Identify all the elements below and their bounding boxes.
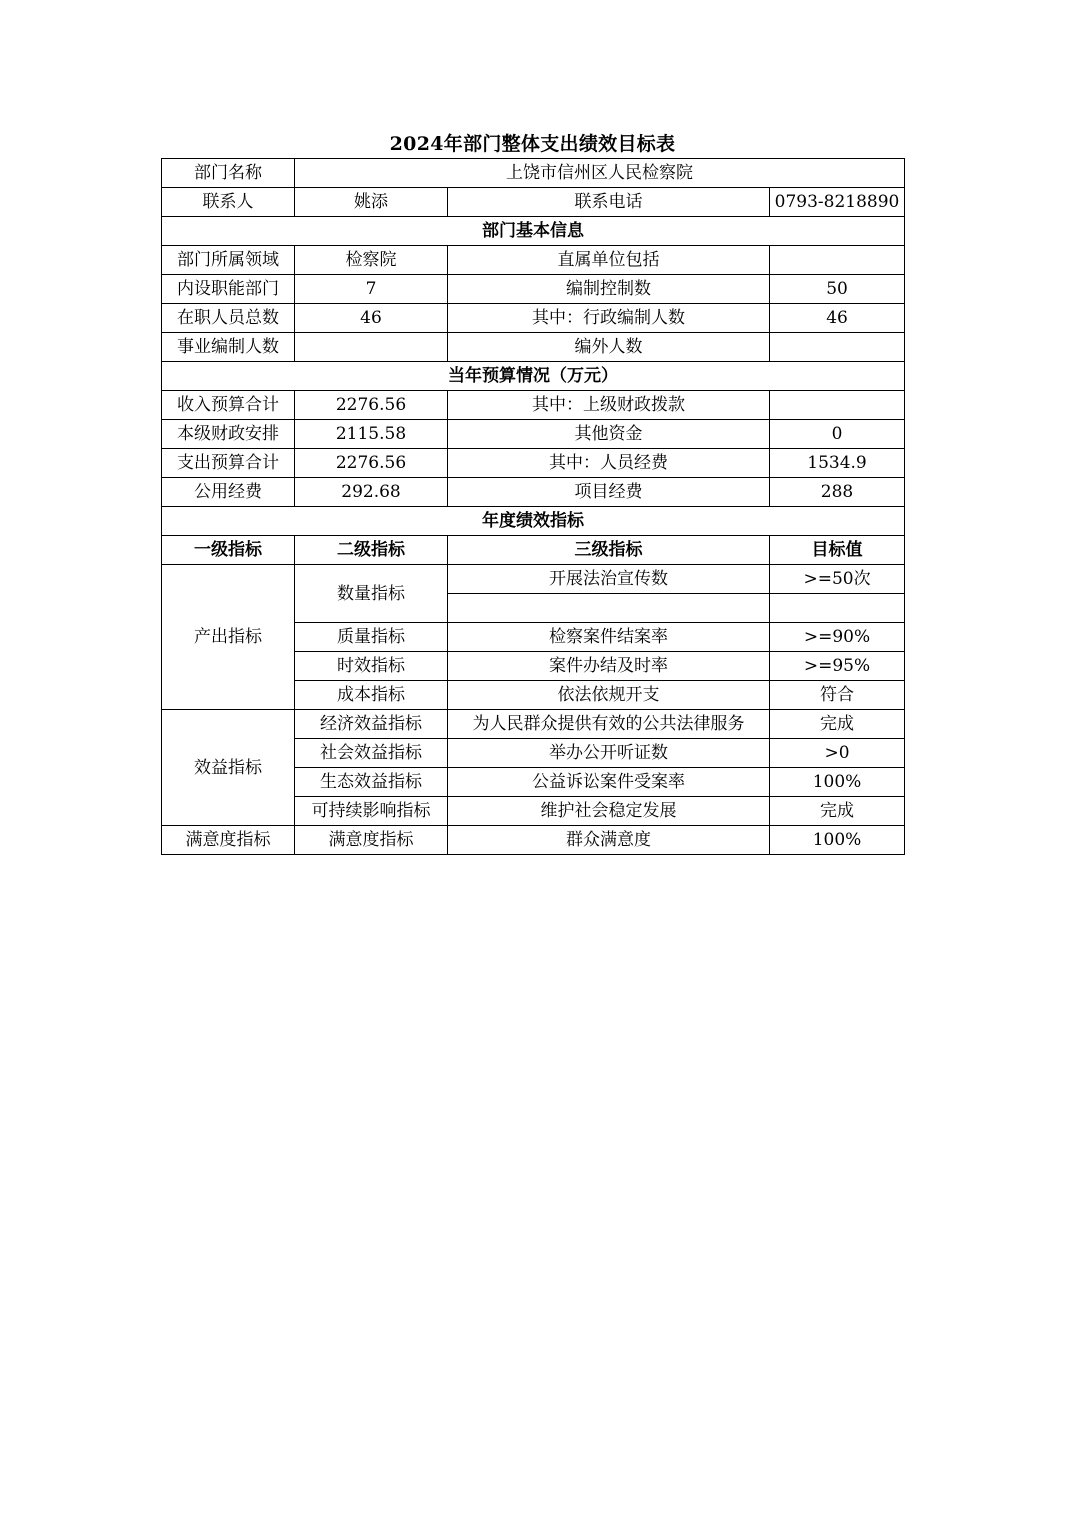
- basic-info-value: [770, 333, 905, 362]
- target-value: >=50次: [770, 565, 905, 594]
- target-value: 100%: [770, 768, 905, 797]
- basic-info-value: 46: [770, 304, 905, 333]
- budget-row: [162, 478, 905, 507]
- basic-info-row: [162, 246, 905, 275]
- target-value: >=90%: [770, 623, 905, 652]
- level3-indicator: 举办公开听证数: [448, 739, 770, 768]
- section-header-row: [162, 217, 905, 246]
- level2-indicator: 时效指标: [295, 652, 448, 681]
- target-value: >0: [770, 739, 905, 768]
- budget-value: 1534.9: [770, 449, 905, 478]
- indicator-row: [162, 826, 905, 855]
- level2-indicator: 可持续影响指标: [295, 797, 448, 826]
- budget-row: [162, 449, 905, 478]
- section-header-row: [162, 507, 905, 536]
- page-title: 2024年部门整体支出绩效目标表: [389, 133, 676, 155]
- basic-info-value: [295, 333, 448, 362]
- indicator-row: [162, 565, 905, 594]
- basic-info-label: 编外人数: [448, 333, 770, 362]
- performance-section-title: 年度绩效指标: [162, 507, 905, 536]
- indicator-row: [162, 710, 905, 739]
- basic-info-value: [770, 246, 905, 275]
- basic-info-value: 46: [295, 304, 448, 333]
- dept-name-row: [162, 159, 905, 188]
- level2-indicator: 成本指标: [295, 681, 448, 710]
- level2-indicator: 质量指标: [295, 623, 448, 652]
- budget-value: 2276.56: [295, 449, 448, 478]
- budget-section-title: 当年预算情况（万元）: [162, 362, 905, 391]
- level2-indicator: 经济效益指标: [295, 710, 448, 739]
- level3-indicator: 开展法治宣传数: [448, 565, 770, 594]
- level3-header: 三级指标: [448, 536, 770, 565]
- budget-label: 其中：人员经费: [448, 449, 770, 478]
- performance-header-row: [162, 536, 905, 565]
- basic-info-label: 事业编制人数: [162, 333, 295, 362]
- basic-info-label: 编制控制数: [448, 275, 770, 304]
- section-header-row: [162, 362, 905, 391]
- phone-value: 0793-8218890: [770, 188, 905, 217]
- budget-value: 2276.56: [295, 391, 448, 420]
- basic-info-section-title: 部门基本信息: [162, 217, 905, 246]
- basic-info-value: 7: [295, 275, 448, 304]
- level2-header: 二级指标: [295, 536, 448, 565]
- target-value: 完成: [770, 797, 905, 826]
- target-value: 100%: [770, 826, 905, 855]
- quantity-indicator-label: 数量指标: [295, 565, 448, 623]
- level3-indicator: 公益诉讼案件受案率: [448, 768, 770, 797]
- target-header: 目标值: [770, 536, 905, 565]
- basic-info-label: 部门所属领域: [162, 246, 295, 275]
- budget-value: 2115.58: [295, 420, 448, 449]
- target-value: 符合: [770, 681, 905, 710]
- basic-info-label: 其中：行政编制人数: [448, 304, 770, 333]
- budget-row: [162, 391, 905, 420]
- budget-label: 项目经费: [448, 478, 770, 507]
- budget-row: [162, 420, 905, 449]
- basic-info-label: 在职人员总数: [162, 304, 295, 333]
- benefit-indicator-label: 效益指标: [162, 710, 295, 826]
- basic-info-row: [162, 275, 905, 304]
- budget-label: 公用经费: [162, 478, 295, 507]
- level1-header: 一级指标: [162, 536, 295, 565]
- level2-indicator: 生态效益指标: [295, 768, 448, 797]
- level3-indicator: 为人民群众提供有效的公共法律服务: [448, 710, 770, 739]
- target-value: 完成: [770, 710, 905, 739]
- basic-info-value: 检察院: [295, 246, 448, 275]
- budget-label: 本级财政安排: [162, 420, 295, 449]
- budget-value: 288: [770, 478, 905, 507]
- budget-label: 支出预算合计: [162, 449, 295, 478]
- budget-value: [770, 391, 905, 420]
- satisfaction-indicator-label: 满意度指标: [162, 826, 295, 855]
- basic-info-label: 直属单位包括: [448, 246, 770, 275]
- dept-name-label: 部门名称: [162, 159, 295, 188]
- level3-indicator: 案件办结及时率: [448, 652, 770, 681]
- output-indicator-label: 产出指标: [162, 565, 295, 710]
- target-value: >=95%: [770, 652, 905, 681]
- basic-info-label: 内设职能部门: [162, 275, 295, 304]
- level3-indicator: 依法依规开支: [448, 681, 770, 710]
- level2-indicator: 社会效益指标: [295, 739, 448, 768]
- budget-value: 292.68: [295, 478, 448, 507]
- budget-label: 其中：上级财政拨款: [448, 391, 770, 420]
- level3-indicator: 检察案件结案率: [448, 623, 770, 652]
- level3-indicator: 群众满意度: [448, 826, 770, 855]
- performance-target-table: [161, 158, 905, 855]
- contact-value: 姚添: [295, 188, 448, 217]
- basic-info-value: 50: [770, 275, 905, 304]
- level2-indicator: 满意度指标: [295, 826, 448, 855]
- contact-row: [162, 188, 905, 217]
- phone-label: 联系电话: [448, 188, 770, 217]
- dept-name-value: 上饶市信州区人民检察院: [295, 159, 905, 188]
- level3-indicator: [448, 594, 770, 623]
- budget-label: 收入预算合计: [162, 391, 295, 420]
- basic-info-row: [162, 333, 905, 362]
- basic-info-row: [162, 304, 905, 333]
- target-value: [770, 594, 905, 623]
- contact-label: 联系人: [162, 188, 295, 217]
- budget-label: 其他资金: [448, 420, 770, 449]
- level3-indicator: 维护社会稳定发展: [448, 797, 770, 826]
- budget-value: 0: [770, 420, 905, 449]
